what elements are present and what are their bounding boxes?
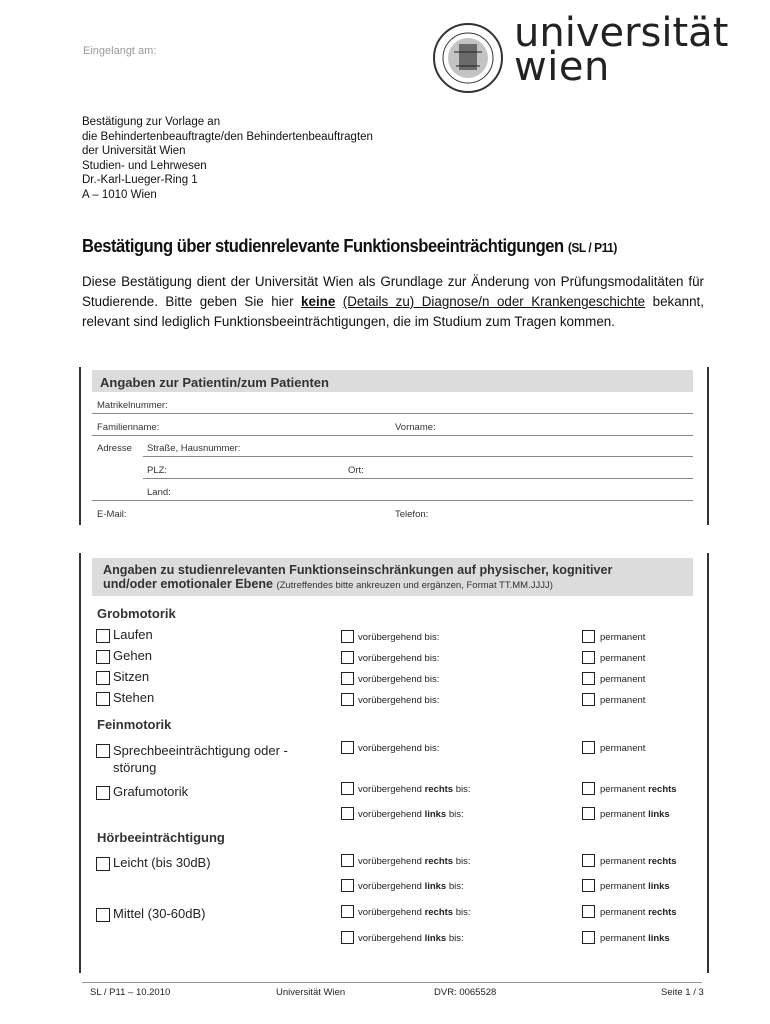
temp-left-label (358, 881, 464, 892)
checkbox-mittel-perm-right[interactable] (582, 905, 595, 918)
permanent-label: permanent (600, 695, 646, 706)
side-right: rechts (648, 784, 677, 795)
permanent-label: permanent (600, 674, 646, 685)
perm-right-label (600, 784, 677, 795)
permanent-label: permanent (600, 632, 646, 643)
vorname-label: Vorname: (395, 422, 436, 433)
checkbox-mittel-perm-left[interactable] (582, 931, 595, 944)
side-right: rechts (424, 784, 454, 795)
adresse-label: Adresse (97, 443, 132, 454)
label-grafomotorik: Grafumotorik (113, 784, 189, 799)
address-line: Studien- und Lehrwesen (82, 159, 207, 172)
checkbox-gehen-permanent[interactable] (582, 651, 595, 664)
checkbox-grafo-perm-right[interactable] (582, 782, 595, 795)
divider (92, 435, 693, 436)
checkbox-laufen-permanent[interactable] (582, 630, 595, 643)
bis-label: bis: (448, 809, 464, 820)
patient-heading (92, 370, 693, 392)
restrictions-note: (Zutreffendes bitte ankreuzen und ergänzen, Format TT.MM.JJJJ) (276, 580, 553, 591)
land-label: Land: (147, 487, 171, 498)
group-grobmotorik: Grobmotorik (97, 606, 176, 621)
perm-prefix: permanent (600, 856, 646, 867)
divider (92, 413, 693, 414)
checkbox-mittel[interactable] (96, 908, 110, 922)
checkbox-sitzen-temporary[interactable] (341, 672, 354, 685)
label-sitzen: Sitzen (113, 669, 150, 684)
university-seal-icon (432, 22, 504, 94)
checkbox-gehen[interactable] (96, 650, 110, 664)
intro-details: (Details zu) Diagnose/n oder Krankengeschichte (342, 294, 646, 309)
checkbox-leicht-perm-right[interactable] (582, 854, 595, 867)
checkbox-leicht[interactable] (96, 857, 110, 871)
divider (143, 478, 693, 479)
perm-prefix: permanent (600, 933, 646, 944)
restrictions-heading-line2: und/oder emotionaler Ebene (103, 577, 274, 591)
strasse-label: Straße, Hausnummer: (147, 443, 241, 454)
bis-label: bis: (455, 856, 471, 867)
side-left: links (648, 933, 670, 944)
perm-right-label (600, 907, 677, 918)
group-feinmotorik: Feinmotorik (97, 717, 172, 732)
logo-wordmark (514, 10, 729, 90)
checkbox-laufen[interactable] (96, 629, 110, 643)
temporary-label: vorübergehend bis: (358, 632, 440, 643)
checkbox-grafo-perm-left[interactable] (582, 807, 595, 820)
perm-prefix: permanent (600, 907, 646, 918)
label-stehen: Stehen (113, 690, 155, 705)
temporary-label: vorübergehend bis: (358, 695, 440, 706)
footer-page: Seite 1 / 3 (661, 987, 704, 998)
title-code: (SL / P11) (567, 240, 617, 255)
bis-label: bis: (455, 784, 471, 795)
footer-divider (82, 982, 702, 983)
bis-label: bis: (448, 881, 464, 892)
perm-prefix: permanent (600, 784, 646, 795)
checkbox-grafo-temp-left[interactable] (341, 807, 354, 820)
temp-right-label (358, 784, 471, 795)
temp-right-label (358, 856, 471, 867)
temporary-label: vorübergehend bis: (358, 653, 440, 664)
temporary-label: vorübergehend bis: (358, 674, 440, 685)
intro-text-1: Diese Bestätigung dient der Universität Wien als Grundlage zur Änderung von Prüfungsmodalitäten für Studierende. Bitte geben Sie hier (82, 274, 704, 309)
temporary-label: vorübergehend bis: (358, 743, 440, 754)
title-main: Bestätigung über studienrelevante Funktionsbeeinträchtigungen (82, 236, 564, 256)
side-left: links (424, 933, 447, 944)
checkbox-laufen-temporary[interactable] (341, 630, 354, 643)
email-label: E-Mail: (97, 509, 127, 520)
side-right: rechts (424, 907, 454, 918)
side-right: rechts (648, 856, 677, 867)
address-line: A – 1010 Wien (82, 188, 157, 201)
checkbox-mittel-temp-right[interactable] (341, 905, 354, 918)
checkbox-grafo-temp-right[interactable] (341, 782, 354, 795)
restrictions-heading-line1: Angaben zu studienrelevanten Funktionseinschränkungen auf physischer, kognitiver (103, 563, 613, 577)
perm-left-label (600, 881, 670, 892)
side-left: links (648, 809, 670, 820)
perm-left-label (600, 809, 670, 820)
logo-line-1: universität (514, 10, 729, 56)
intro-text-2: bekannt, relevant sind lediglich Funktionsbeeinträchtigungen, die im Studium zum Tragen kommen. (82, 294, 704, 329)
recipient-address (82, 115, 373, 202)
checkbox-gehen-temporary[interactable] (341, 651, 354, 664)
checkbox-sprech-temporary[interactable] (341, 741, 354, 754)
document-title (82, 236, 617, 257)
footer-university: Universität Wien (276, 987, 346, 998)
checkbox-stehen-temporary[interactable] (341, 693, 354, 706)
temp-left-label (358, 809, 464, 820)
label-sprech-line1: Sprechbeeinträchtigung oder - (113, 743, 288, 758)
side-left: links (424, 809, 447, 820)
label-mittel: Mittel (30-60dB) (113, 906, 206, 921)
received-label: Eingelangt am: (83, 45, 157, 57)
checkbox-leicht-temp-left[interactable] (341, 879, 354, 892)
temp-prefix: vorübergehend (358, 933, 422, 944)
patient-heading-text: Angaben zur Patientin/zum Patienten (100, 375, 329, 390)
plz-label: PLZ: (147, 465, 168, 476)
checkbox-grafomotorik[interactable] (96, 786, 110, 800)
temp-prefix: vorübergehend (358, 784, 422, 795)
familienname-label: Familienname: (97, 422, 160, 433)
divider (143, 456, 693, 457)
permanent-label: permanent (600, 743, 646, 754)
label-laufen: Laufen (113, 627, 153, 642)
logo-line-2: wien (514, 44, 610, 90)
temp-left-label (358, 933, 464, 944)
side-right: rechts (424, 856, 454, 867)
checkbox-stehen[interactable] (96, 692, 110, 706)
temp-right-label (358, 907, 471, 918)
label-sprech-line2: störung (113, 760, 157, 775)
telefon-label: Telefon: (395, 509, 429, 520)
side-left: links (648, 881, 670, 892)
restrictions-heading (92, 558, 693, 596)
checkbox-sitzen[interactable] (96, 671, 110, 685)
intro-paragraph (82, 272, 704, 332)
perm-prefix: permanent (600, 881, 646, 892)
perm-left-label (600, 933, 670, 944)
checkbox-mittel-temp-left[interactable] (341, 931, 354, 944)
temp-prefix: vorübergehend (358, 907, 422, 918)
checkbox-leicht-temp-right[interactable] (341, 854, 354, 867)
checkbox-stehen-permanent[interactable] (582, 693, 595, 706)
matrikel-label: Matrikelnummer: (97, 400, 168, 411)
bis-label: bis: (448, 933, 464, 944)
temp-prefix: vorübergehend (358, 809, 422, 820)
university-logo (430, 10, 730, 98)
checkbox-leicht-perm-left[interactable] (582, 879, 595, 892)
side-left: links (424, 881, 447, 892)
label-gehen: Gehen (113, 648, 153, 663)
address-line: der Universität Wien (82, 145, 186, 157)
temp-prefix: vorübergehend (358, 881, 422, 892)
bis-label: bis: (455, 907, 471, 918)
intro-keine: keine (301, 294, 336, 309)
checkbox-sprech-permanent[interactable] (582, 741, 595, 754)
divider (92, 500, 693, 501)
side-right: rechts (648, 907, 677, 918)
group-hoer: Hörbeeinträchtigung (97, 830, 225, 845)
ort-label: Ort: (348, 465, 364, 476)
checkbox-sitzen-permanent[interactable] (582, 672, 595, 685)
address-line: Dr.-Karl-Lueger-Ring 1 (82, 174, 198, 186)
label-sprech (113, 742, 288, 776)
temp-prefix: vorübergehend (358, 856, 422, 867)
footer-dvr: DVR: 0065528 (434, 987, 497, 998)
perm-prefix: permanent (600, 809, 646, 820)
permanent-label: permanent (600, 653, 646, 664)
footer-code: SL / P11 – 10.2010 (90, 987, 171, 998)
perm-right-label (600, 856, 677, 867)
checkbox-sprech[interactable] (96, 744, 110, 758)
address-line: die Behindertenbeauftragte/den Behindertenbeauftragten (82, 130, 373, 143)
label-leicht: Leicht (bis 30dB) (113, 855, 211, 870)
address-line: Bestätigung zur Vorlage an (82, 116, 221, 128)
